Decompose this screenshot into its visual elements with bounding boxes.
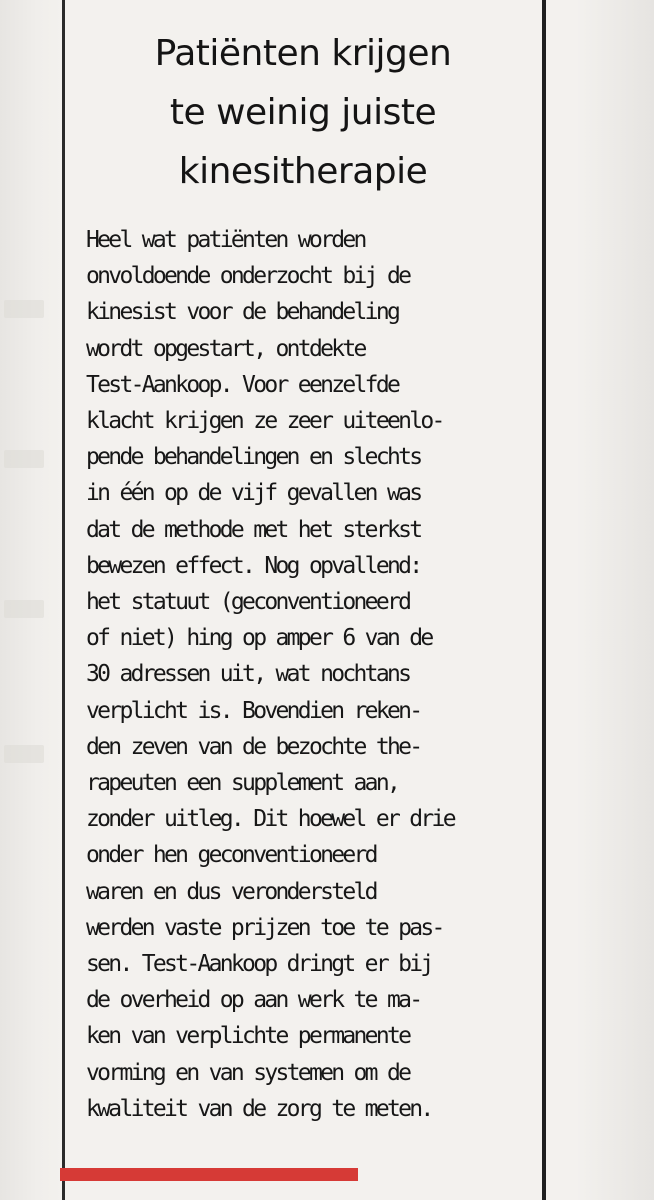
body-line: het statuut (geconventioneerd [86, 589, 410, 616]
body-line: bewezen effect. Nog opvallend: [86, 552, 421, 579]
body-line: of niet) hing op amper 6 van de [86, 625, 432, 652]
column-rule-left [62, 0, 65, 1200]
body-line: onder hen geconventioneerd [86, 842, 376, 869]
headline-line: Patiënten krijgen [154, 33, 452, 74]
body-line: rapeuten een supplement aan, [86, 770, 399, 797]
body-line: sen. Test-Aankoop dringt er bij [86, 951, 432, 978]
headline-line: kinesitherapie [178, 151, 428, 192]
accent-bar [60, 1168, 358, 1181]
body-line: 30 adressen uit, wat nochtans [86, 661, 410, 688]
body-line: Heel wat patiënten worden [86, 227, 365, 253]
body-line: waren en dus verondersteld [86, 878, 376, 905]
body-line: wordt opgestart, ontdekte [86, 335, 365, 362]
bleed-smudge [4, 450, 44, 468]
body-line: vorming en van systemen om de [86, 1059, 410, 1086]
column-rule-right [542, 0, 546, 1200]
adjacent-column-right [576, 0, 654, 1200]
article-header [66, 24, 540, 201]
body-line: zonder uitleg. Dit hoewel er drie [86, 806, 454, 833]
headline [66, 24, 540, 201]
body-line: kinesist voor de behandeling [86, 299, 399, 326]
body-line: pende behandelingen en slechts [86, 444, 421, 471]
body-line: den zeven van de bezochte the- [86, 733, 421, 760]
adjacent-column-left [0, 0, 62, 1200]
body-line: klacht krijgen ze zeer uiteenlo- [86, 408, 443, 435]
body-line: ken van verplichte permanente [86, 1023, 410, 1050]
bleed-smudge [4, 300, 44, 318]
headline-line: te weinig juiste [169, 92, 437, 133]
body-line: kwaliteit van de zorg te meten. [86, 1095, 432, 1122]
body-line: in één op de vijf gevallen was [86, 480, 421, 507]
body-line: onvoldoende onderzocht bij de [86, 263, 410, 290]
body-line: verplicht is. Bovendien reken- [86, 697, 421, 724]
article-body [86, 222, 538, 1127]
body-line: dat de methode met het sterkst [86, 516, 421, 543]
bleed-smudge [4, 600, 44, 618]
body-line: de overheid op aan werk te ma- [86, 987, 421, 1014]
body-line: werden vaste prijzen toe te pas- [86, 914, 443, 941]
body-line: Test-Aankoop. Voor eenzelfde [86, 371, 399, 398]
bleed-smudge [4, 745, 44, 763]
